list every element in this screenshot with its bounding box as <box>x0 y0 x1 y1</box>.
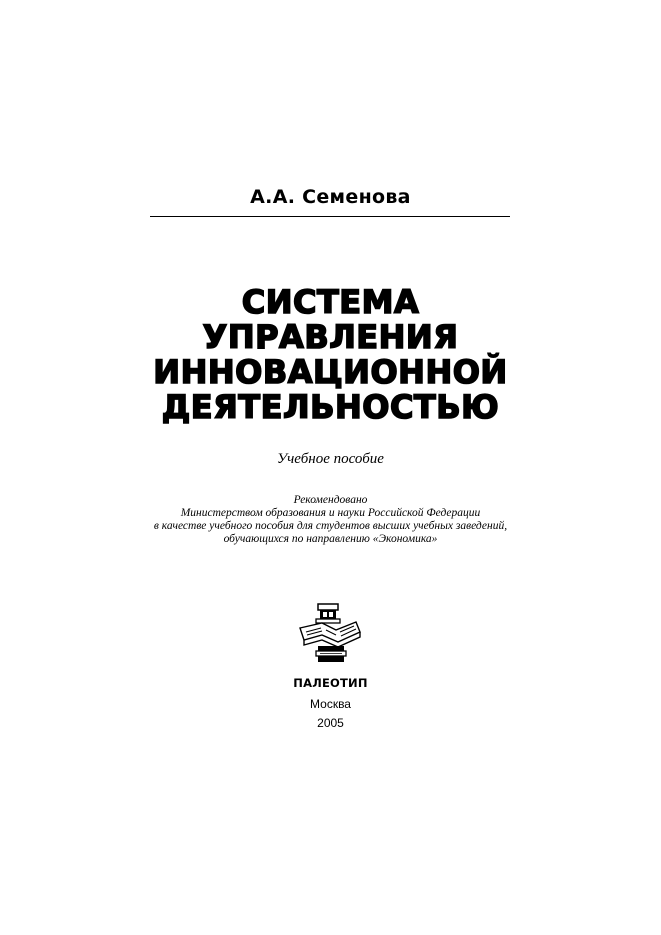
title-line: СИСТЕМА <box>241 283 420 321</box>
author-name: А.А. Семенова <box>250 186 411 208</box>
title-line: УПРАВЛЕНИЯ <box>202 318 459 356</box>
publisher-name: ПАЛЕОТИП <box>293 676 368 690</box>
books-printing-press-icon <box>296 602 364 664</box>
publication-city: Москва <box>310 697 351 711</box>
author-divider <box>150 216 510 217</box>
book-type: Учебное пособие <box>277 451 384 467</box>
recommendation-line: Министерством образования и науки Российской Федерации <box>180 507 481 519</box>
recommendation-note <box>0 494 661 546</box>
title-line: ДЕЯТЕЛЬНОСТЬЮ <box>161 388 500 426</box>
book-title <box>0 285 661 425</box>
recommendation-line: обучающихся по направлению «Экономика» <box>223 533 438 545</box>
recommendation-line: Рекомендовано <box>293 494 368 506</box>
recommendation-line: в качестве учебного пособия для студентов высших учебных заведений, <box>153 520 508 532</box>
publication-year: 2005 <box>317 716 344 730</box>
title-line: ИННОВАЦИОННОЙ <box>153 353 508 391</box>
